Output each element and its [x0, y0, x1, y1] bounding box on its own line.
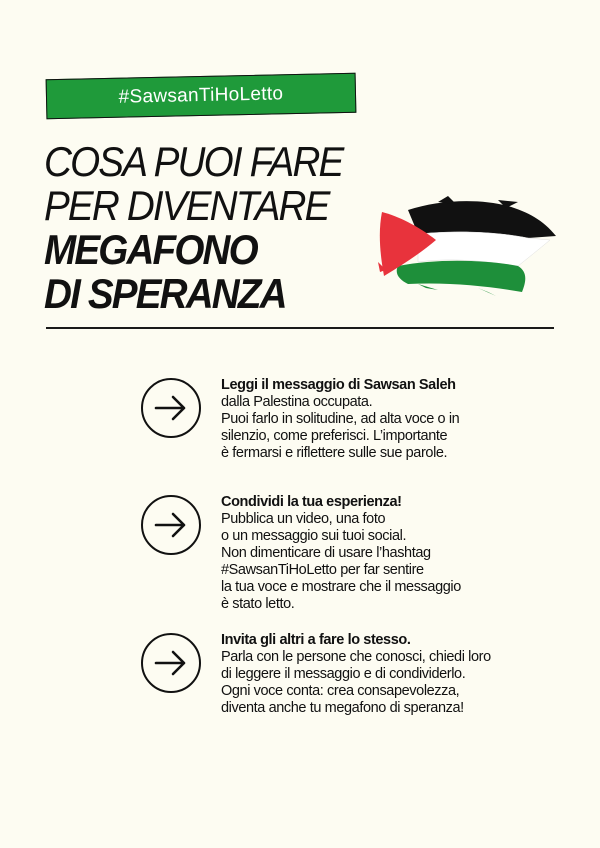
- item-text: [221, 494, 561, 613]
- item-line: o un messaggio sui tuoi social.: [221, 528, 407, 544]
- arrow-right-circle-icon: [140, 377, 202, 439]
- title-line-3: MEGAFONO: [44, 226, 257, 273]
- item-heading: Condividi la tua esperienza!: [221, 494, 402, 510]
- item-line: la tua voce e mostrare che il messaggio: [221, 579, 461, 595]
- item-heading: Invita gli altri a fare lo stesso.: [221, 632, 411, 648]
- hashtag-banner: [46, 73, 357, 119]
- item-text: [221, 377, 561, 462]
- item-line: è stato letto.: [221, 596, 295, 612]
- item-line: Parla con le persone che conosci, chiedi loro: [221, 649, 491, 665]
- item-line: Non dimenticare di usare l’hashtag: [221, 545, 431, 561]
- title-line-2: PER DIVENTARE: [44, 182, 329, 229]
- title-line-4: DI SPERANZA: [44, 270, 286, 317]
- hashtag-text: #SawsanTiHoLetto: [118, 83, 284, 108]
- item-line: di leggere il messaggio e di condividerlo.: [221, 666, 466, 682]
- item-line: #SawsanTiHoLetto per far sentire: [221, 562, 424, 578]
- item-line: dalla Palestina occupata.: [221, 394, 373, 410]
- divider: [46, 327, 554, 329]
- item-line: Puoi farlo in solitudine, ad alta voce o in: [221, 411, 460, 427]
- item-line: Pubblica un video, una foto: [221, 511, 386, 527]
- item-line: Ogni voce conta: crea consapevolezza,: [221, 683, 460, 699]
- item-line: è fermarsi e riflettere sulle sue parole.: [221, 445, 448, 461]
- page-title: [44, 140, 368, 316]
- title-line-1: COSA PUOI FARE: [44, 138, 343, 185]
- palestine-flag-icon: [378, 192, 560, 300]
- item-heading: Leggi il messaggio di Sawsan Saleh: [221, 377, 456, 393]
- arrow-right-circle-icon: [140, 494, 202, 556]
- item-text: [221, 632, 561, 717]
- arrow-right-circle-icon: [140, 632, 202, 694]
- item-line: silenzio, come preferisci. L’importante: [221, 428, 448, 444]
- item-line: diventa anche tu megafono di speranza!: [221, 700, 464, 716]
